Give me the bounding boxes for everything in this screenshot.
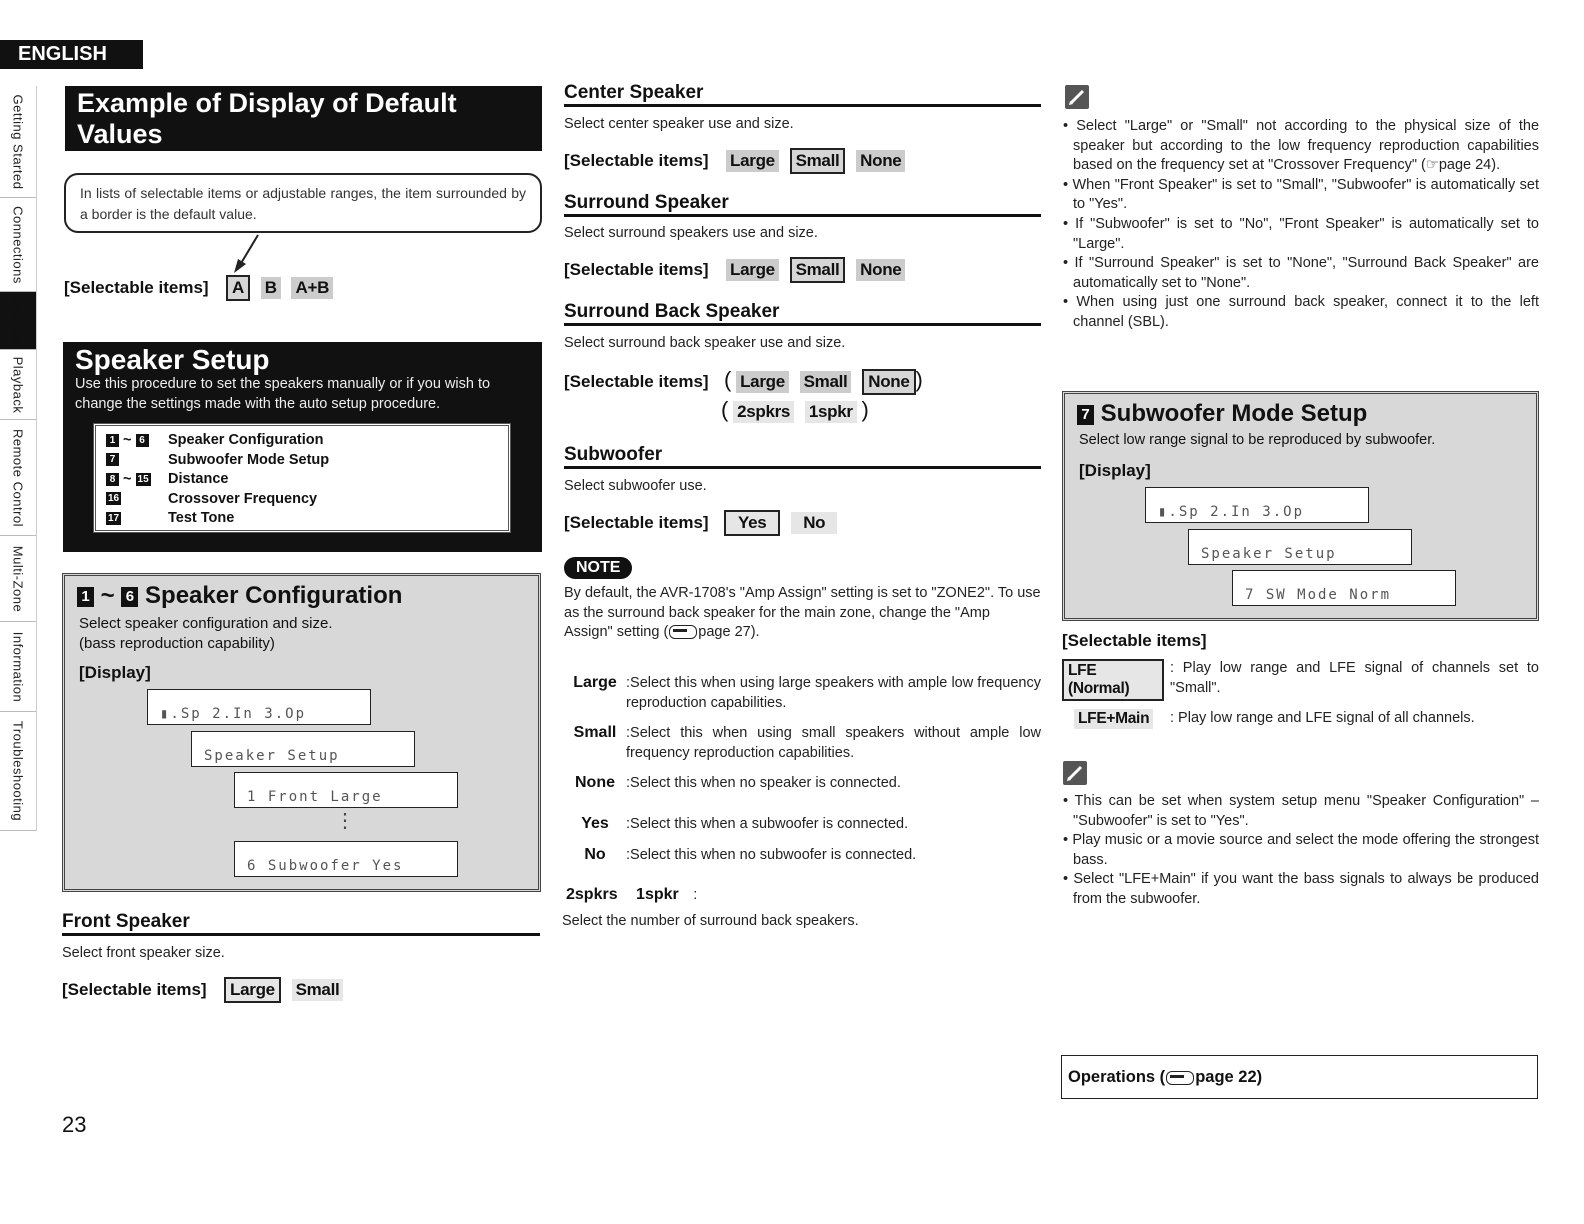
item-small: Small xyxy=(790,257,846,283)
center-speaker-items: [Selectable items] Large Small None xyxy=(564,148,911,174)
item-none: None xyxy=(856,259,905,281)
list-item: • When using just one surround back speaker, connect it to the left channel (SBL). xyxy=(1063,294,1539,330)
lcd-ellipsis: ⋮ xyxy=(335,810,355,832)
hand-pointer-icon xyxy=(1166,1071,1194,1085)
subwoofer-mode-heading: 7 Subwoofer Mode Setup xyxy=(1077,400,1367,428)
toc-row[interactable]: 7 Subwoofer Mode Setup xyxy=(106,451,498,471)
speaker-config-box xyxy=(62,573,541,892)
side-tab-connections[interactable]: Connections xyxy=(0,198,36,292)
item-large: Large xyxy=(726,150,779,172)
side-tab-settings[interactable]: Settings xyxy=(0,292,36,350)
side-tab-multi-zone[interactable]: Multi-Zone xyxy=(0,536,36,622)
surround-back-items: [Selectable items] ( Large Small None ) xyxy=(564,367,923,395)
item-small: Small xyxy=(790,148,846,174)
subwoofer-mode-box xyxy=(1062,391,1539,621)
lcd-line-2: Speaker Setup xyxy=(191,731,415,767)
lcd-line-3: 7 SW Mode Norm xyxy=(1232,570,1456,606)
side-tabs xyxy=(0,86,37,831)
toc-row[interactable]: 16 Crossover Frequency xyxy=(108,490,318,507)
front-speaker-items: [Selectable items] Large Small xyxy=(62,977,349,1003)
callout-arrow xyxy=(228,233,262,275)
list-item: • This can be set when system setup menu "Speaker Configuration" – "Subwoofer" is set to "Yes". xyxy=(1063,793,1539,829)
subwoofer-mode-title: Subwoofer Mode Setup xyxy=(1100,400,1368,427)
front-speaker-heading: Front Speaker xyxy=(62,911,540,936)
item-lfe-normal: LFE (Normal) xyxy=(1062,659,1164,701)
definition-row: Small :Select this when using small speakers without ample low frequency reproduction capabilities. xyxy=(573,724,1041,761)
side-tab-information[interactable]: Information xyxy=(0,622,36,712)
item-none: None xyxy=(862,369,915,395)
front-speaker-desc: Select front speaker size. xyxy=(62,945,225,961)
subwoofer-desc: Select subwoofer use. xyxy=(564,478,707,494)
lcd-line-1: ▮.Sp 2.In 3.Op xyxy=(147,689,371,725)
surround-back-items-row2: ( 2spkrs 1spkr ) xyxy=(721,397,869,422)
surround-speaker-heading: Surround Speaker xyxy=(564,192,1041,217)
speaker-config-desc1: Select speaker configuration and size. xyxy=(79,615,333,632)
item-none: None xyxy=(856,150,905,172)
item-a-plus-b: A+B xyxy=(291,277,333,299)
operations-reference[interactable]: Operations ( page 22) xyxy=(1061,1055,1538,1099)
speaker-setup-title: Speaker Setup xyxy=(75,344,270,375)
speaker-setup-toc xyxy=(93,423,511,533)
side-tab-getting-started[interactable]: Getting Started xyxy=(0,86,36,198)
page-number: 23 xyxy=(62,1112,87,1137)
item-small: Small xyxy=(800,371,852,393)
item-large: Large xyxy=(224,977,281,1003)
spkrs-definition-text: Select the number of surround back speakers. xyxy=(562,913,859,929)
item-b: B xyxy=(261,277,281,299)
item-small: Small xyxy=(292,979,344,1001)
notes-list-2 xyxy=(1063,792,1539,910)
list-item: • Select "LFE+Main" if you want the bass signals to always be produced from the subwoofer. xyxy=(1063,871,1539,907)
subwoofer-mode-selectable-label: [Selectable items] xyxy=(1062,631,1207,650)
option-row: LFE (Normal) : Play low range and LFE signal of channels set to "Small". xyxy=(1062,659,1539,709)
lcd-line-1: ▮.Sp 2.In 3.Op xyxy=(1145,487,1369,523)
definition-row: None :Select this when no speaker is connected. xyxy=(575,774,901,791)
list-item: • If "Surround Speaker" is set to "None", "Surround Back Speaker" are automatically set to "None". xyxy=(1063,255,1539,291)
speaker-setup-box xyxy=(63,342,542,552)
language-tab: ENGLISH xyxy=(0,40,143,69)
lcd-line-3: 1 Front Large xyxy=(234,772,458,808)
item-large: Large xyxy=(726,259,779,281)
item-lfe-main: LFE+Main xyxy=(1074,709,1153,729)
side-tab-remote-control[interactable]: Remote Control xyxy=(0,420,36,536)
note-badge: NOTE xyxy=(564,557,632,579)
surround-speaker-items: [Selectable items] Large Small None xyxy=(564,257,911,283)
item-large: Large xyxy=(736,371,789,393)
item-2spkrs: 2spkrs xyxy=(733,401,794,423)
subwoofer-mode-desc: Select low range signal to be reproduced by subwoofer. xyxy=(1079,432,1436,448)
default-values-title-line2: Values xyxy=(77,119,163,149)
toc-row[interactable]: 1 ~ 6 Speaker Configuration xyxy=(106,431,498,451)
display-label: [Display] xyxy=(79,663,151,682)
subwoofer-items: [Selectable items] Yes No xyxy=(564,510,843,536)
default-values-selectable-row xyxy=(64,275,339,301)
speaker-config-heading: 1 ~ 6 Speaker Configuration xyxy=(77,582,402,610)
item-1spkr: 1spkr xyxy=(805,401,857,423)
option-row: LFE+Main : Play low range and LFE signal of all channels. xyxy=(1062,709,1539,739)
side-tab-playback[interactable]: Playback xyxy=(0,350,36,420)
default-values-title-line1: Example of Display of Default xyxy=(77,88,457,118)
pencil-note-icon xyxy=(1065,85,1089,109)
surround-speaker-desc: Select surround speakers use and size. xyxy=(564,225,818,241)
lcd-line-2: Speaker Setup xyxy=(1188,529,1412,565)
note-text: By default, the AVR-1708's "Amp Assign" setting is set to "ZONE2". To use as the surround back speaker for the main zone, change the "Amp Assign" setting ( page 27). xyxy=(564,585,1041,640)
surround-back-heading: Surround Back Speaker xyxy=(564,301,1041,326)
display-label: [Display] xyxy=(1079,461,1151,480)
list-item: • Play music or a movie source and select the mode offering the strongest bass. xyxy=(1063,832,1539,868)
toc-row[interactable]: 8 ~ 15 Distance xyxy=(106,470,498,490)
spkrs-definition-terms: 2spkrs 1spkr : xyxy=(566,886,698,903)
list-item: • Select "Large" or "Small" not according to the physical size of the speaker but according to the low frequency reproduction capabilities based on the frequency set at "Crossover Frequency" (☞page 24). xyxy=(1063,118,1540,174)
speaker-setup-desc: Use this procedure to set the speakers manually or if you wish to change the settings made with the auto setup procedure. xyxy=(75,376,491,412)
speaker-config-desc2: (bass reproduction capability) xyxy=(79,634,275,652)
surround-back-desc: Select surround back speaker use and size. xyxy=(564,335,846,351)
definition-row: Yes :Select this when a subwoofer is connected. xyxy=(581,815,909,832)
definition-row: Large :Select this when using large speakers with ample low frequency reproduction capabilities. xyxy=(573,674,1041,711)
center-speaker-heading: Center Speaker xyxy=(564,82,1041,107)
item-a: A xyxy=(226,275,250,301)
item-yes: Yes xyxy=(724,510,780,536)
default-values-callout: In lists of selectable items or adjustable ranges, the item surrounded by a border is the default value. xyxy=(64,173,542,233)
definition-row: No :Select this when no subwoofer is connected. xyxy=(584,846,917,863)
item-no: No xyxy=(791,512,837,534)
selectable-label: [Selectable items] xyxy=(64,278,209,297)
subwoofer-heading: Subwoofer xyxy=(564,444,1041,469)
list-item: • When "Front Speaker" is set to "Small", "Subwoofer" is automatically set to "Yes". xyxy=(1063,176,1539,213)
side-tab-troubleshooting[interactable]: Troubleshooting xyxy=(0,712,36,831)
notes-list-1 xyxy=(1063,117,1539,333)
lcd-line-4: 6 Subwoofer Yes xyxy=(234,841,458,877)
center-speaker-desc: Select center speaker use and size. xyxy=(564,116,794,132)
hand-pointer-icon xyxy=(669,625,697,639)
subwoofer-mode-options xyxy=(1062,659,1539,739)
default-values-banner xyxy=(65,86,542,151)
definitions-list xyxy=(564,674,1041,876)
list-item: • If "Subwoofer" is set to "No", "Front Speaker" is automatically set to "Large". xyxy=(1063,215,1539,252)
pencil-note-icon xyxy=(1063,761,1087,785)
speaker-config-title: Speaker Configuration xyxy=(145,582,403,609)
toc-row[interactable]: 17 Test Tone xyxy=(108,510,235,526)
